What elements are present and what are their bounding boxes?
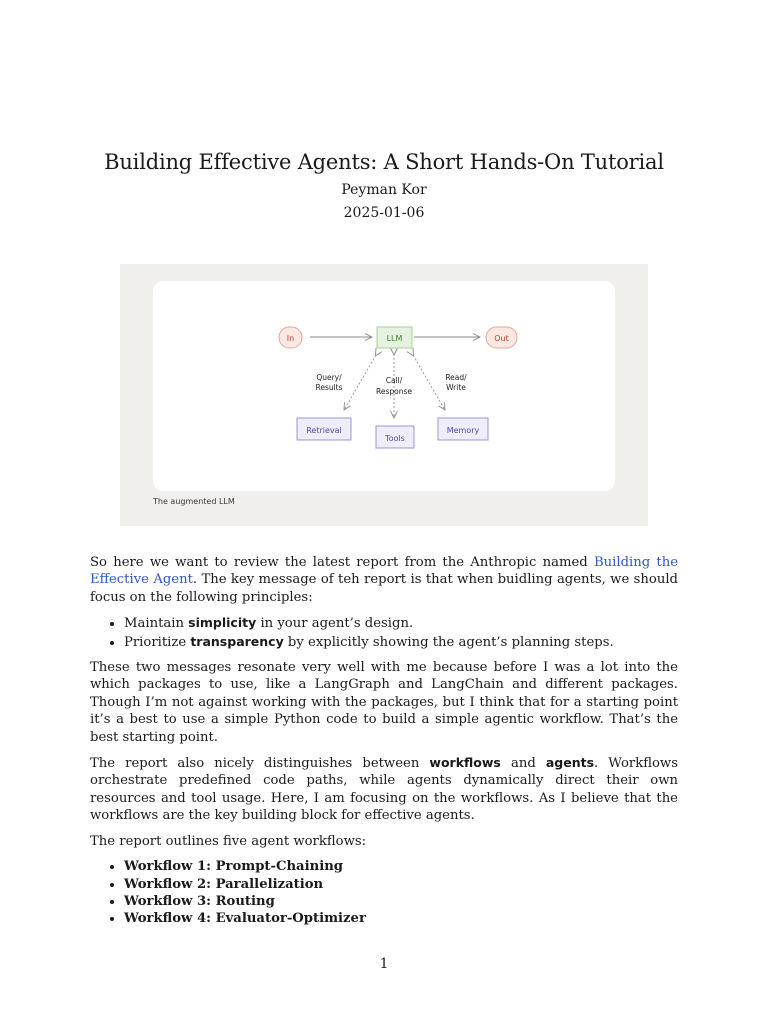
report-link[interactable]: Building the Effective Agent xyxy=(90,555,678,588)
arrow-llm-memory xyxy=(413,355,445,410)
list-item xyxy=(124,633,678,651)
node-memory-label: Memory xyxy=(446,426,480,435)
principle-text: Maintain xyxy=(124,616,189,632)
node-retrieval xyxy=(297,418,351,440)
intro-before-link: So here we want to review the latest report from the Anthropic named xyxy=(90,555,594,570)
edge-label-response: Response xyxy=(375,387,413,396)
term-agents: agents xyxy=(545,755,595,771)
intro-after-link: . The key message of teh report is that when buidling agents, we should focus on the following principles: xyxy=(90,572,678,605)
node-in xyxy=(279,327,302,348)
list-item: • Workflow 4: Evaluator-Optimizer xyxy=(124,910,678,927)
intro-paragraph xyxy=(90,554,678,606)
node-retrieval-label: Retrieval xyxy=(306,426,342,435)
packages-paragraph: These two messages resonate very well with me because before I was a lot into the which packages to use, like a LangGraph and LangChain and different packages. Though I’m not against working with the packages, but I think that for a starting point it’s a best to use a simple Python code to build a simple agentic workflow. That’s the best starting point. xyxy=(90,660,678,745)
page-number: 1 xyxy=(379,956,389,972)
edge-label-read: Read/ xyxy=(445,373,467,382)
workflows-list xyxy=(90,858,678,928)
augmented-llm-diagram xyxy=(120,264,648,526)
outline-paragraph: The report outlines five agent workflows: xyxy=(90,833,367,849)
paragraph-text: and xyxy=(500,756,546,772)
body-text xyxy=(90,554,678,936)
document-title: Building Effective Agents: A Short Hands-On Tutorial xyxy=(104,150,664,174)
node-in-label: In xyxy=(286,334,295,343)
node-out xyxy=(486,327,517,348)
arrow-llm-retrieval xyxy=(344,355,376,410)
edge-label-write: Write xyxy=(446,383,466,392)
principle-text: in your agent’s design. xyxy=(256,616,414,632)
workflows-agents-paragraph xyxy=(90,754,678,825)
paragraph-text: The report also nicely distinguishes between xyxy=(90,756,430,772)
edge-label-query: Query/ xyxy=(316,373,342,382)
list-item: • Workflow 1: Prompt-Chaining xyxy=(124,858,678,875)
node-out-label: Out xyxy=(494,334,509,343)
list-item: • Workflow 3: Routing xyxy=(124,893,678,910)
edge-label-call: Call/ xyxy=(385,376,403,385)
author: Peyman Kor xyxy=(341,182,427,198)
figure-augmented-llm xyxy=(120,264,648,526)
edge-labels xyxy=(315,373,467,396)
list-item: • Workflow 2: Parallelization xyxy=(124,876,678,893)
node-tools-label: Tools xyxy=(385,434,405,443)
title-block xyxy=(0,150,768,221)
figure-caption: The augmented LLM xyxy=(153,497,235,506)
principles-list xyxy=(90,614,678,651)
principle-bold: simplicity xyxy=(188,615,257,631)
node-tools xyxy=(376,426,414,448)
node-memory xyxy=(438,418,488,440)
principle-bold: transparency xyxy=(190,633,284,649)
node-llm-label: LLM xyxy=(386,334,403,343)
paragraph-text: . Workflows orchestrate predefined code paths, while agents dynamically direct their own resources and tool usage. Here, I am focusing on the workflows. As I believe that the workflows are the key building block for effective agents. xyxy=(90,756,678,824)
date: 2025-01-06 xyxy=(343,205,425,221)
list-item xyxy=(124,614,678,632)
node-llm xyxy=(377,327,412,348)
principle-text: by explicitly showing the agent’s planning steps. xyxy=(283,634,614,650)
term-workflows: workflows xyxy=(429,755,501,771)
edge-label-results: Results xyxy=(315,383,343,392)
principle-text: Prioritize xyxy=(124,634,191,650)
